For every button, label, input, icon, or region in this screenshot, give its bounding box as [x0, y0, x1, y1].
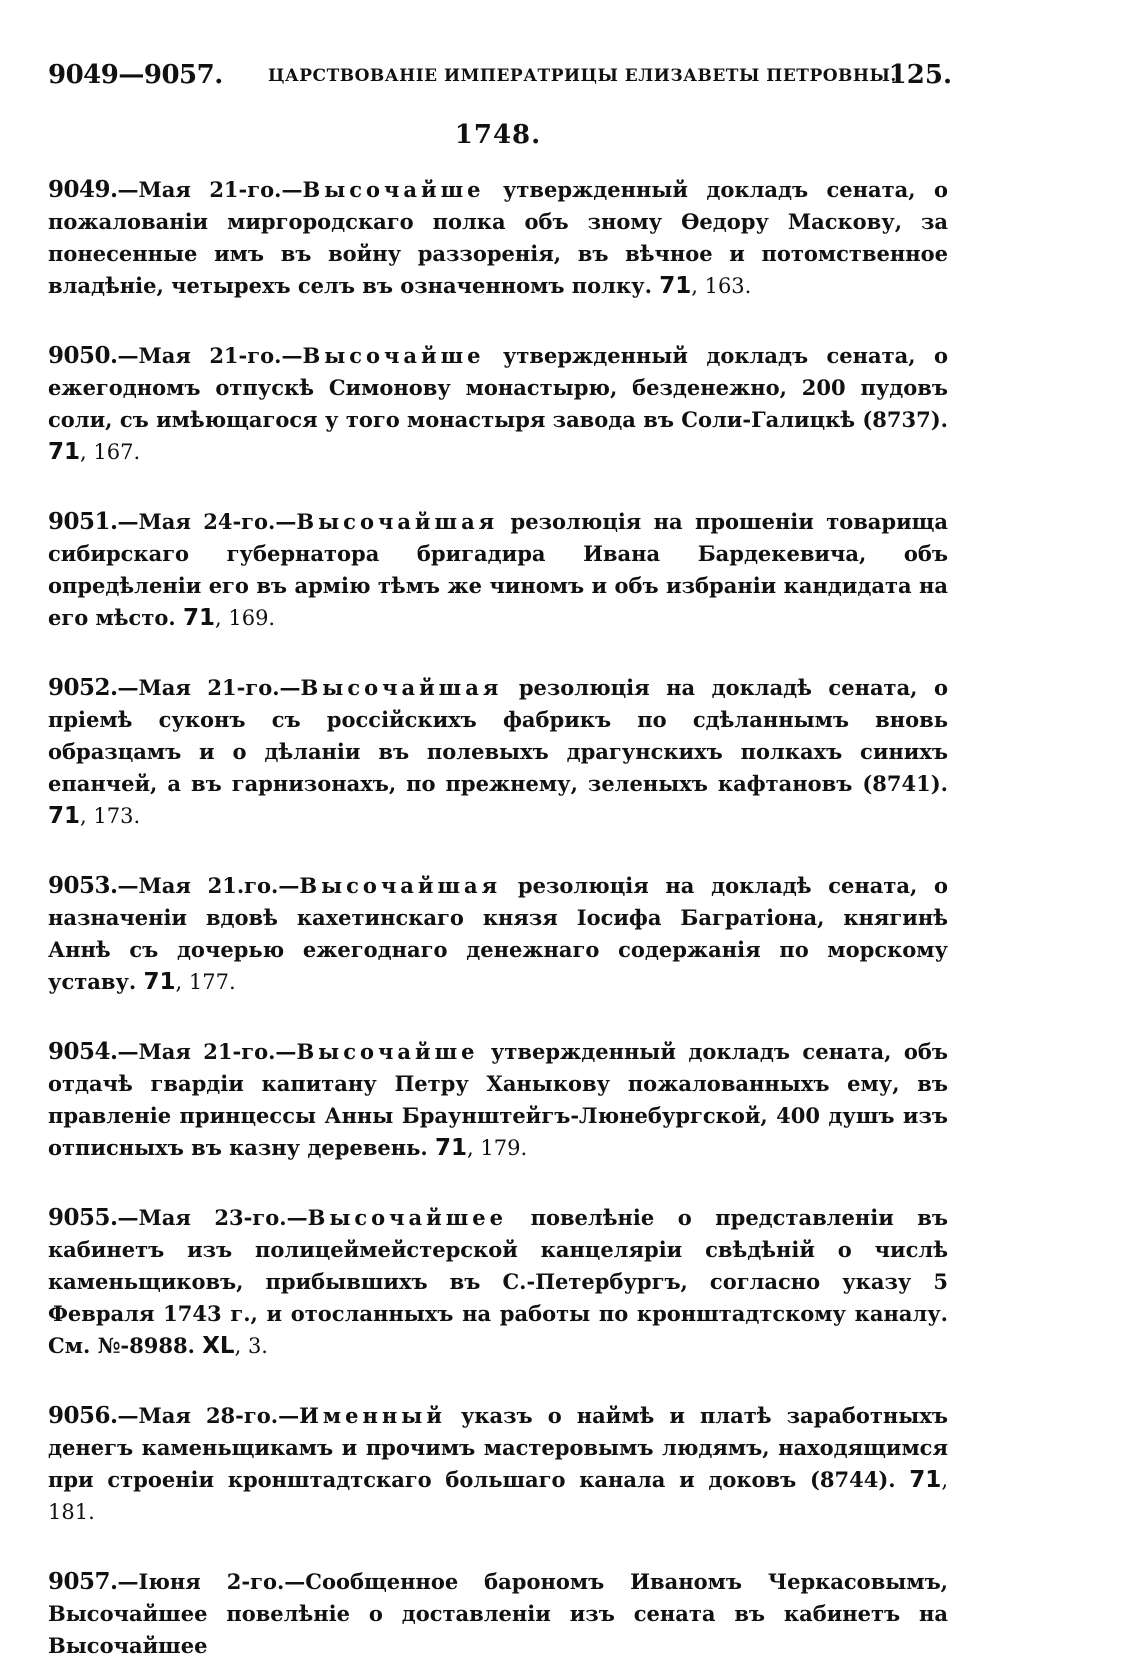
entry-volume: 71 [659, 273, 692, 299]
entries-list [48, 174, 948, 1662]
entry-number: 9049. [48, 176, 118, 203]
entry-date: —Іюня 2-го.— [117, 1569, 306, 1594]
entry-number: 9050. [48, 342, 118, 369]
entry-volume: 71 [909, 1467, 942, 1493]
header-page-number: 125. [888, 60, 952, 90]
entry-date: —Мая 21-го.— [117, 177, 303, 202]
entry-9055 [48, 1202, 948, 1362]
entry-text: утвержденный докладъ сената, объ отдачѣ гвардіи капитану Петру Ханыкову пожалованныхъ ему, въ правленіе принцессы Анны Браунштейгъ-Люнебургской, 400 душъ изъ отписныхъ въ казну деревень. [48, 1039, 948, 1160]
entry-page-ref: , 169. [215, 606, 276, 630]
document-page [48, 60, 952, 1662]
entry-date: —Мая 24-го.— [117, 509, 297, 534]
entry-page-ref: , 167. [80, 440, 141, 464]
entry-number: 9051. [48, 508, 118, 535]
entry-date: —Мая 21-го.— [117, 675, 301, 700]
entry-number: 9052. [48, 674, 118, 701]
entry-volume: 71 [48, 803, 81, 829]
entry-9053 [48, 870, 948, 998]
entry-9049 [48, 174, 948, 302]
entry-date: —Мая 21-го.— [117, 1039, 297, 1064]
entry-text: утвержденный докладъ сената, о ежегодномъ отпускѣ Симонову монастырю, безденежно, 200 пудовъ соли, съ имѣющагося у того монастыря завода въ Соли-Галицкѣ (8737). [48, 343, 948, 432]
entry-page-ref: , 173. [80, 804, 141, 828]
entry-page-ref: , 181. [48, 1468, 948, 1524]
entry-text: повелѣніе о представленіи въ кабинетъ изъ полицеймейстерской канцеляріи свѣдѣній о числѣ каменьщиковъ, прибывшихъ въ С.-Петербургъ, согласно указу 5 Февраля 1743 г., и отосланныхъ на работы по кронштадтскому каналу. См. №-8988. [48, 1205, 949, 1358]
entry-9054 [48, 1036, 948, 1164]
entry-text: резолюція на прошеніи товарища сибирскаго губернатора бригадира Ивана Бардекевича, объ опредѣленіи его въ армію тѣмъ же чиномъ и объ избраніи кандидата на его мѣсто. [48, 509, 948, 630]
entry-volume: XL [202, 1333, 235, 1359]
entry-page-ref: , 177. [175, 970, 236, 994]
entry-text: указъ о наймѣ и платѣ заработныхъ денегъ каменьщикамъ и прочимъ мастеровымъ людямъ, находящимся при строеніи кронштадтскаго большаго канала и доковъ (8744). [48, 1403, 948, 1492]
entry-number: 9057. [48, 1568, 118, 1595]
entry-date: —Мая 21.го.— [117, 873, 300, 898]
header-title: ЦАРСТВОВАНІЕ ИМПЕРАТРИЦЫ ЕЛИЗАВЕТЫ ПЕТРОВНЫ. [268, 66, 897, 86]
entry-date: —Мая 21-го.— [117, 343, 303, 368]
entry-9056 [48, 1400, 948, 1528]
entry-issuer: Высочайше [296, 1039, 479, 1064]
entry-issuer: Высочайшая [296, 509, 499, 534]
entry-text: Сообщенное барономъ Иваномъ Черкасовымъ, Высочайшее повелѣніе о доставленіи изъ сената въ кабинетъ на Высочайшее [48, 1569, 948, 1658]
entry-text: резолюція на докладѣ сената, о назначеніи вдовѣ кахетинскаго князя Іосифа Багратіона, княгинѣ Аннѣ съ дочерью ежегоднаго денежнаго содержанія по морскому уставу. [48, 873, 948, 994]
entry-9057 [48, 1566, 948, 1662]
entry-issuer: Высочайшая [299, 873, 502, 898]
entry-page-ref: , 179. [467, 1136, 528, 1160]
entry-text: резолюція на докладѣ сената, о пріемѣ суконъ съ россійскихъ фабрикъ по сдѣланнымъ вновь образцамъ и о дѣланіи въ полевыхъ драгунскихъ полкахъ синихъ епанчей, а въ гарнизонахъ, по прежнему, зеленыхъ кафтановъ (8741). [48, 675, 948, 796]
entry-issuer: Высочайше [302, 177, 485, 202]
entry-page-ref: , 3. [234, 1334, 268, 1358]
entry-text: утвержденный докладъ сената, о пожалованіи миргородскаго полка объ зному Ѳедору Маскову, за понесенные имъ въ войну раззоренія, въ вѣчное и потомственное владѣніе, четырехъ селъ въ означенномъ полку. [48, 177, 948, 298]
entry-issuer: Высочайше [302, 343, 485, 368]
entry-9050 [48, 340, 948, 468]
entry-volume: 71 [143, 969, 176, 995]
entry-number: 9054. [48, 1038, 118, 1065]
running-header [48, 60, 952, 100]
header-entry-range: 9049—9057. [48, 60, 223, 90]
section-year: 1748. [454, 120, 542, 150]
entry-9051 [48, 506, 948, 634]
entry-date: —Мая 28-го.— [117, 1403, 300, 1428]
entry-number: 9055. [48, 1204, 118, 1231]
entry-9052 [48, 672, 948, 832]
entry-issuer: Высочайшая [300, 675, 503, 700]
entry-issuer: Именный [299, 1403, 446, 1428]
entry-number: 9056. [48, 1402, 118, 1429]
entry-number: 9053. [48, 872, 118, 899]
entry-date: —Мая 23-го.— [117, 1205, 308, 1230]
entry-volume: 71 [435, 1135, 468, 1161]
entry-volume: 71 [48, 439, 81, 465]
entry-issuer: Высочайшее [307, 1205, 508, 1230]
entry-volume: 71 [182, 605, 215, 631]
entry-page-ref: , 163. [691, 274, 752, 298]
